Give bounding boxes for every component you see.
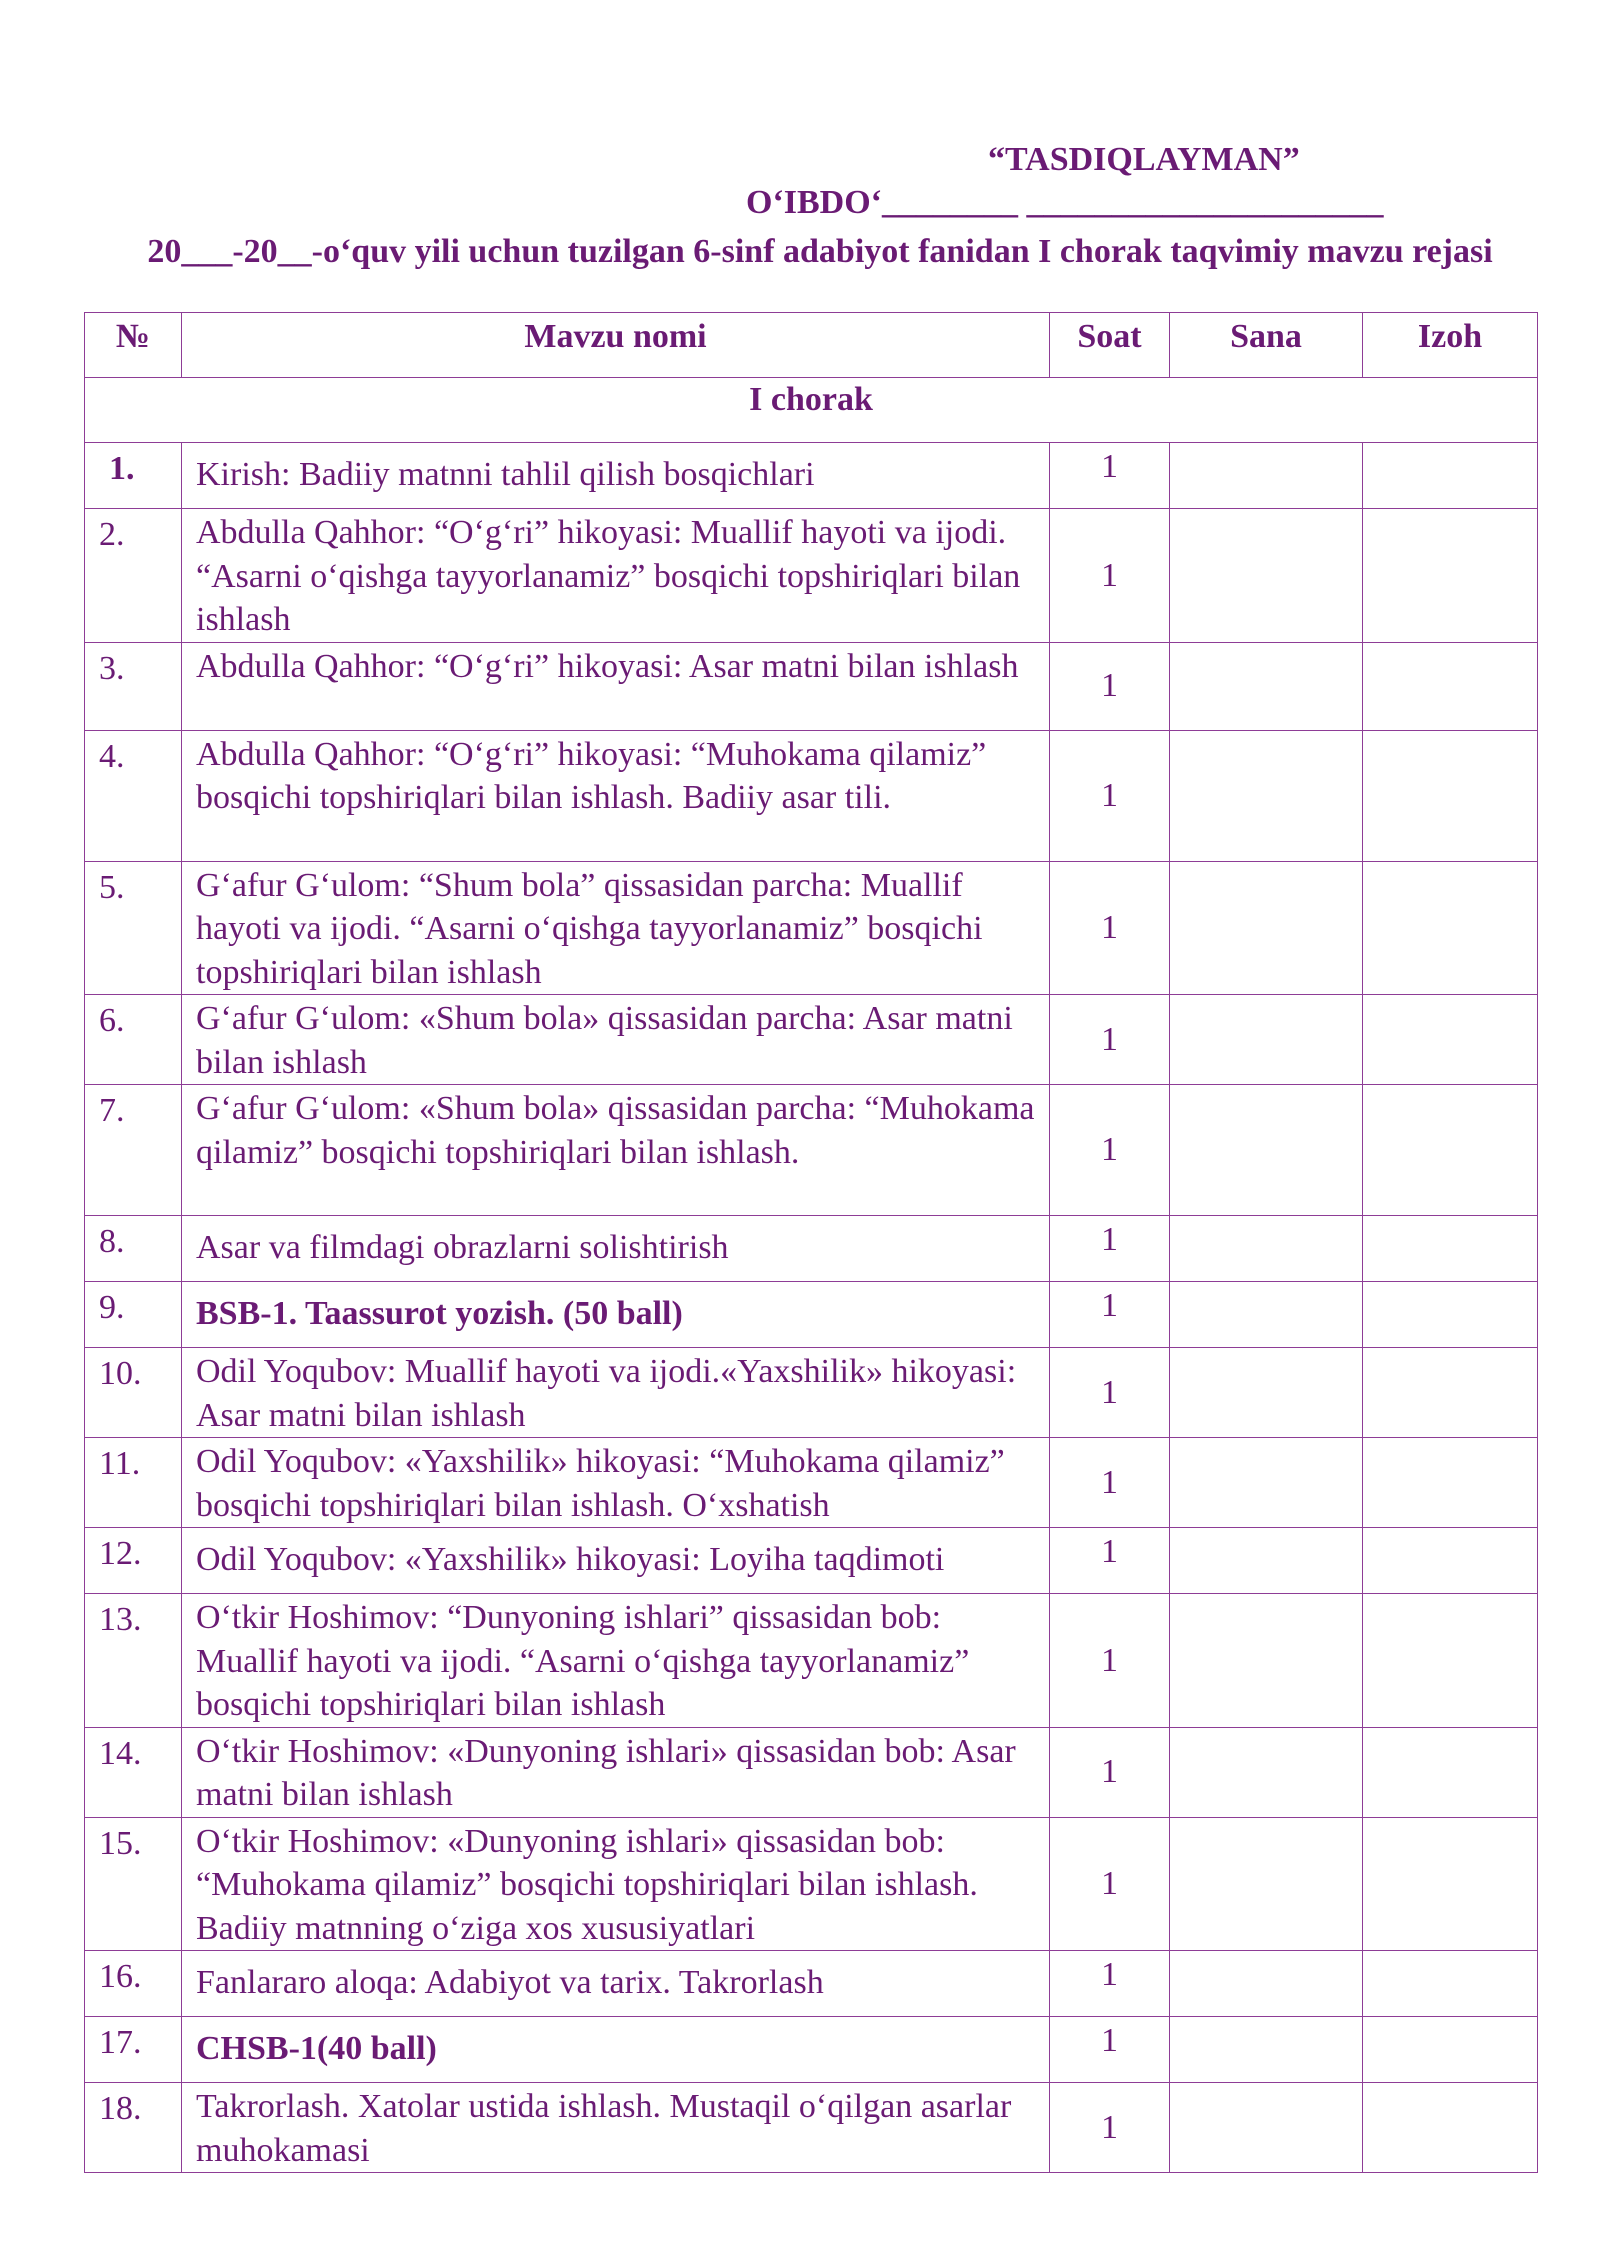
row-note-cell[interactable]: [1363, 509, 1538, 643]
row-date-cell[interactable]: [1170, 642, 1363, 730]
row-date-cell[interactable]: [1170, 1085, 1363, 1216]
table-row: [85, 1085, 1538, 1216]
row-date-cell[interactable]: [1170, 861, 1363, 995]
row-number: 10.: [85, 1348, 182, 1438]
table-body: [85, 378, 1538, 2173]
row-date-cell[interactable]: [1170, 1528, 1363, 1594]
row-hours: 1: [1050, 443, 1170, 509]
row-date-cell[interactable]: [1170, 1282, 1363, 1348]
row-date-cell[interactable]: [1170, 2017, 1363, 2083]
table-row: [85, 509, 1538, 643]
row-note-cell[interactable]: [1363, 2017, 1538, 2083]
row-date-cell[interactable]: [1170, 1348, 1363, 1438]
row-date-cell[interactable]: [1170, 1438, 1363, 1528]
row-note-cell[interactable]: [1363, 861, 1538, 995]
row-number: 4.: [85, 730, 182, 861]
row-date-cell[interactable]: [1170, 730, 1363, 861]
row-hours: 1: [1050, 861, 1170, 995]
row-hours: 1: [1050, 1727, 1170, 1817]
row-number: 11.: [85, 1438, 182, 1528]
row-date-cell[interactable]: [1170, 509, 1363, 643]
row-topic: Fanlararo aloqa: Adabiyot va tarix. Takrorlash: [182, 1951, 1050, 2017]
row-number: 8.: [85, 1216, 182, 1282]
row-number: 2.: [85, 509, 182, 643]
row-topic: G‘afur G‘ulom: «Shum bola» qissasidan parcha: Asar matni bilan ishlash: [182, 995, 1050, 1085]
table-row: [85, 861, 1538, 995]
row-topic: Kirish: Badiiy matnni tahlil qilish bosqichlari: [182, 443, 1050, 509]
row-date-cell[interactable]: [1170, 2083, 1363, 2173]
row-number: 6.: [85, 995, 182, 1085]
row-number: 3.: [85, 642, 182, 730]
table-row: [85, 1951, 1538, 2017]
row-hours: 1: [1050, 1085, 1170, 1216]
row-number: 18.: [85, 2083, 182, 2173]
row-date-cell[interactable]: [1170, 1951, 1363, 2017]
row-number: 17.: [85, 2017, 182, 2083]
row-number: 14.: [85, 1727, 182, 1817]
row-number: 16.: [85, 1951, 182, 2017]
row-topic: O‘tkir Hoshimov: “Dunyoning ishlari” qissasidan bob: Muallif hayoti va ijodi. “Asarni o‘qishga tayyorlanamiz” bosqichi topshiriqlari bilan ishlash: [182, 1594, 1050, 1728]
row-topic: CHSB-1(40 ball): [182, 2017, 1050, 2083]
row-topic: G‘afur G‘ulom: «Shum bola» qissasidan parcha: “Muhokama qilamiz” bosqichi topshiriqlari bilan ishlash.: [182, 1085, 1050, 1216]
row-note-cell[interactable]: [1363, 995, 1538, 1085]
row-note-cell[interactable]: [1363, 1438, 1538, 1528]
row-number: 1.: [85, 443, 182, 509]
row-hours: 1: [1050, 995, 1170, 1085]
row-date-cell[interactable]: [1170, 1216, 1363, 1282]
row-number: 7.: [85, 1085, 182, 1216]
row-hours: 1: [1050, 730, 1170, 861]
row-note-cell[interactable]: [1363, 1817, 1538, 1951]
table-row: [85, 730, 1538, 861]
row-topic: Odil Yoqubov: «Yaxshilik» hikoyasi: Loyiha taqdimoti: [182, 1528, 1050, 1594]
row-topic: O‘tkir Hoshimov: «Dunyoning ishlari» qissasidan bob: Asar matni bilan ishlash: [182, 1727, 1050, 1817]
lesson-plan-table: [84, 312, 1538, 2173]
row-note-cell[interactable]: [1363, 443, 1538, 509]
column-header-date: Sana: [1170, 313, 1363, 378]
table-row: [85, 642, 1538, 730]
row-hours: 1: [1050, 1528, 1170, 1594]
row-topic: G‘afur G‘ulom: “Shum bola” qissasidan parcha: Muallif hayoti va ijodi. “Asarni o‘qishga tayyorlanamiz” bosqichi topshiriqlari bilan ishlash: [182, 861, 1050, 995]
row-number: 12.: [85, 1528, 182, 1594]
table-row: [85, 995, 1538, 1085]
row-topic: Abdulla Qahhor: “O‘g‘ri” hikoyasi: Asar matni bilan ishlash: [182, 642, 1050, 730]
row-note-cell[interactable]: [1363, 1528, 1538, 1594]
table-row: [85, 1594, 1538, 1728]
row-note-cell[interactable]: [1363, 1216, 1538, 1282]
row-note-cell[interactable]: [1363, 2083, 1538, 2173]
row-hours: 1: [1050, 1348, 1170, 1438]
table-row: [85, 443, 1538, 509]
row-hours: 1: [1050, 509, 1170, 643]
document-title: 20___-20__-o‘quv yili uchun tuzilgan 6-sinf adabiyot fanidan I chorak taqvimiy mavzu rejasi: [147, 233, 1493, 270]
table-row: [85, 1282, 1538, 1348]
row-note-cell[interactable]: [1363, 1085, 1538, 1216]
row-number: 5.: [85, 861, 182, 995]
row-topic: Odil Yoqubov: Muallif hayoti va ijodi.«Yaxshilik» hikoyasi: Asar matni bilan ishlash: [182, 1348, 1050, 1438]
row-topic: O‘tkir Hoshimov: «Dunyoning ishlari» qissasidan bob: “Muhokama qilamiz” bosqichi topshiriqlari bilan ishlash. Badiiy matnning o‘ziga xos xususiyatlari: [182, 1817, 1050, 1951]
row-hours: 1: [1050, 1594, 1170, 1728]
column-header-number: №: [85, 313, 182, 378]
row-topic: BSB-1. Taassurot yozish. (50 ball): [182, 1282, 1050, 1348]
row-date-cell[interactable]: [1170, 995, 1363, 1085]
row-note-cell[interactable]: [1363, 1348, 1538, 1438]
row-date-cell[interactable]: [1170, 443, 1363, 509]
table-row: [85, 1348, 1538, 1438]
table-row: [85, 2017, 1538, 2083]
table-header-row: [85, 313, 1538, 378]
table-row: [85, 1727, 1538, 1817]
row-date-cell[interactable]: [1170, 1594, 1363, 1728]
row-topic: Asar va filmdagi obrazlarni solishtirish: [182, 1216, 1050, 1282]
row-date-cell[interactable]: [1170, 1817, 1363, 1951]
row-note-cell[interactable]: [1363, 730, 1538, 861]
row-hours: 1: [1050, 1951, 1170, 2017]
row-hours: 1: [1050, 1817, 1170, 1951]
row-topic: Takrorlash. Xatolar ustida ishlash. Mustaqil o‘qilgan asarlar muhokamasi: [182, 2083, 1050, 2173]
quarter-row: [85, 378, 1538, 443]
row-note-cell[interactable]: [1363, 1951, 1538, 2017]
row-number: 13.: [85, 1594, 182, 1728]
column-header-note: Izoh: [1363, 313, 1538, 378]
row-topic: Odil Yoqubov: «Yaxshilik» hikoyasi: “Muhokama qilamiz” bosqichi topshiriqlari bilan ishlash. O‘xshatish: [182, 1438, 1050, 1528]
row-hours: 1: [1050, 1282, 1170, 1348]
table-row: [85, 1528, 1538, 1594]
table-row: [85, 1216, 1538, 1282]
row-note-cell[interactable]: [1363, 1282, 1538, 1348]
approval-heading: “TASDIQLAYMAN”: [988, 141, 1300, 178]
row-hours: 1: [1050, 1216, 1170, 1282]
row-number: 9.: [85, 1282, 182, 1348]
row-note-cell[interactable]: [1363, 1594, 1538, 1728]
row-hours: 1: [1050, 2017, 1170, 2083]
row-number: 15.: [85, 1817, 182, 1951]
row-topic: Abdulla Qahhor: “O‘g‘ri” hikoyasi: Muallif hayoti va ijodi. “Asarni o‘qishga tayyorlanamiz” bosqichi topshiriqlari bilan ishlash: [182, 509, 1050, 643]
row-hours: 1: [1050, 1438, 1170, 1528]
row-hours: 1: [1050, 642, 1170, 730]
quarter-label: I chorak: [85, 378, 1538, 443]
table-row: [85, 2083, 1538, 2173]
row-date-cell[interactable]: [1170, 1727, 1363, 1817]
row-topic: Abdulla Qahhor: “O‘g‘ri” hikoyasi: “Muhokama qilamiz” bosqichi topshiriqlari bilan ishlash. Badiiy asar tili.: [182, 730, 1050, 861]
table-row: [85, 1817, 1538, 1951]
ibdo-signature-line: O‘IBDO‘________ _____________________: [746, 184, 1384, 221]
table-row: [85, 1438, 1538, 1528]
row-hours: 1: [1050, 2083, 1170, 2173]
column-header-hours: Soat: [1050, 313, 1170, 378]
row-note-cell[interactable]: [1363, 642, 1538, 730]
column-header-topic: Mavzu nomi: [182, 313, 1050, 378]
row-note-cell[interactable]: [1363, 1727, 1538, 1817]
